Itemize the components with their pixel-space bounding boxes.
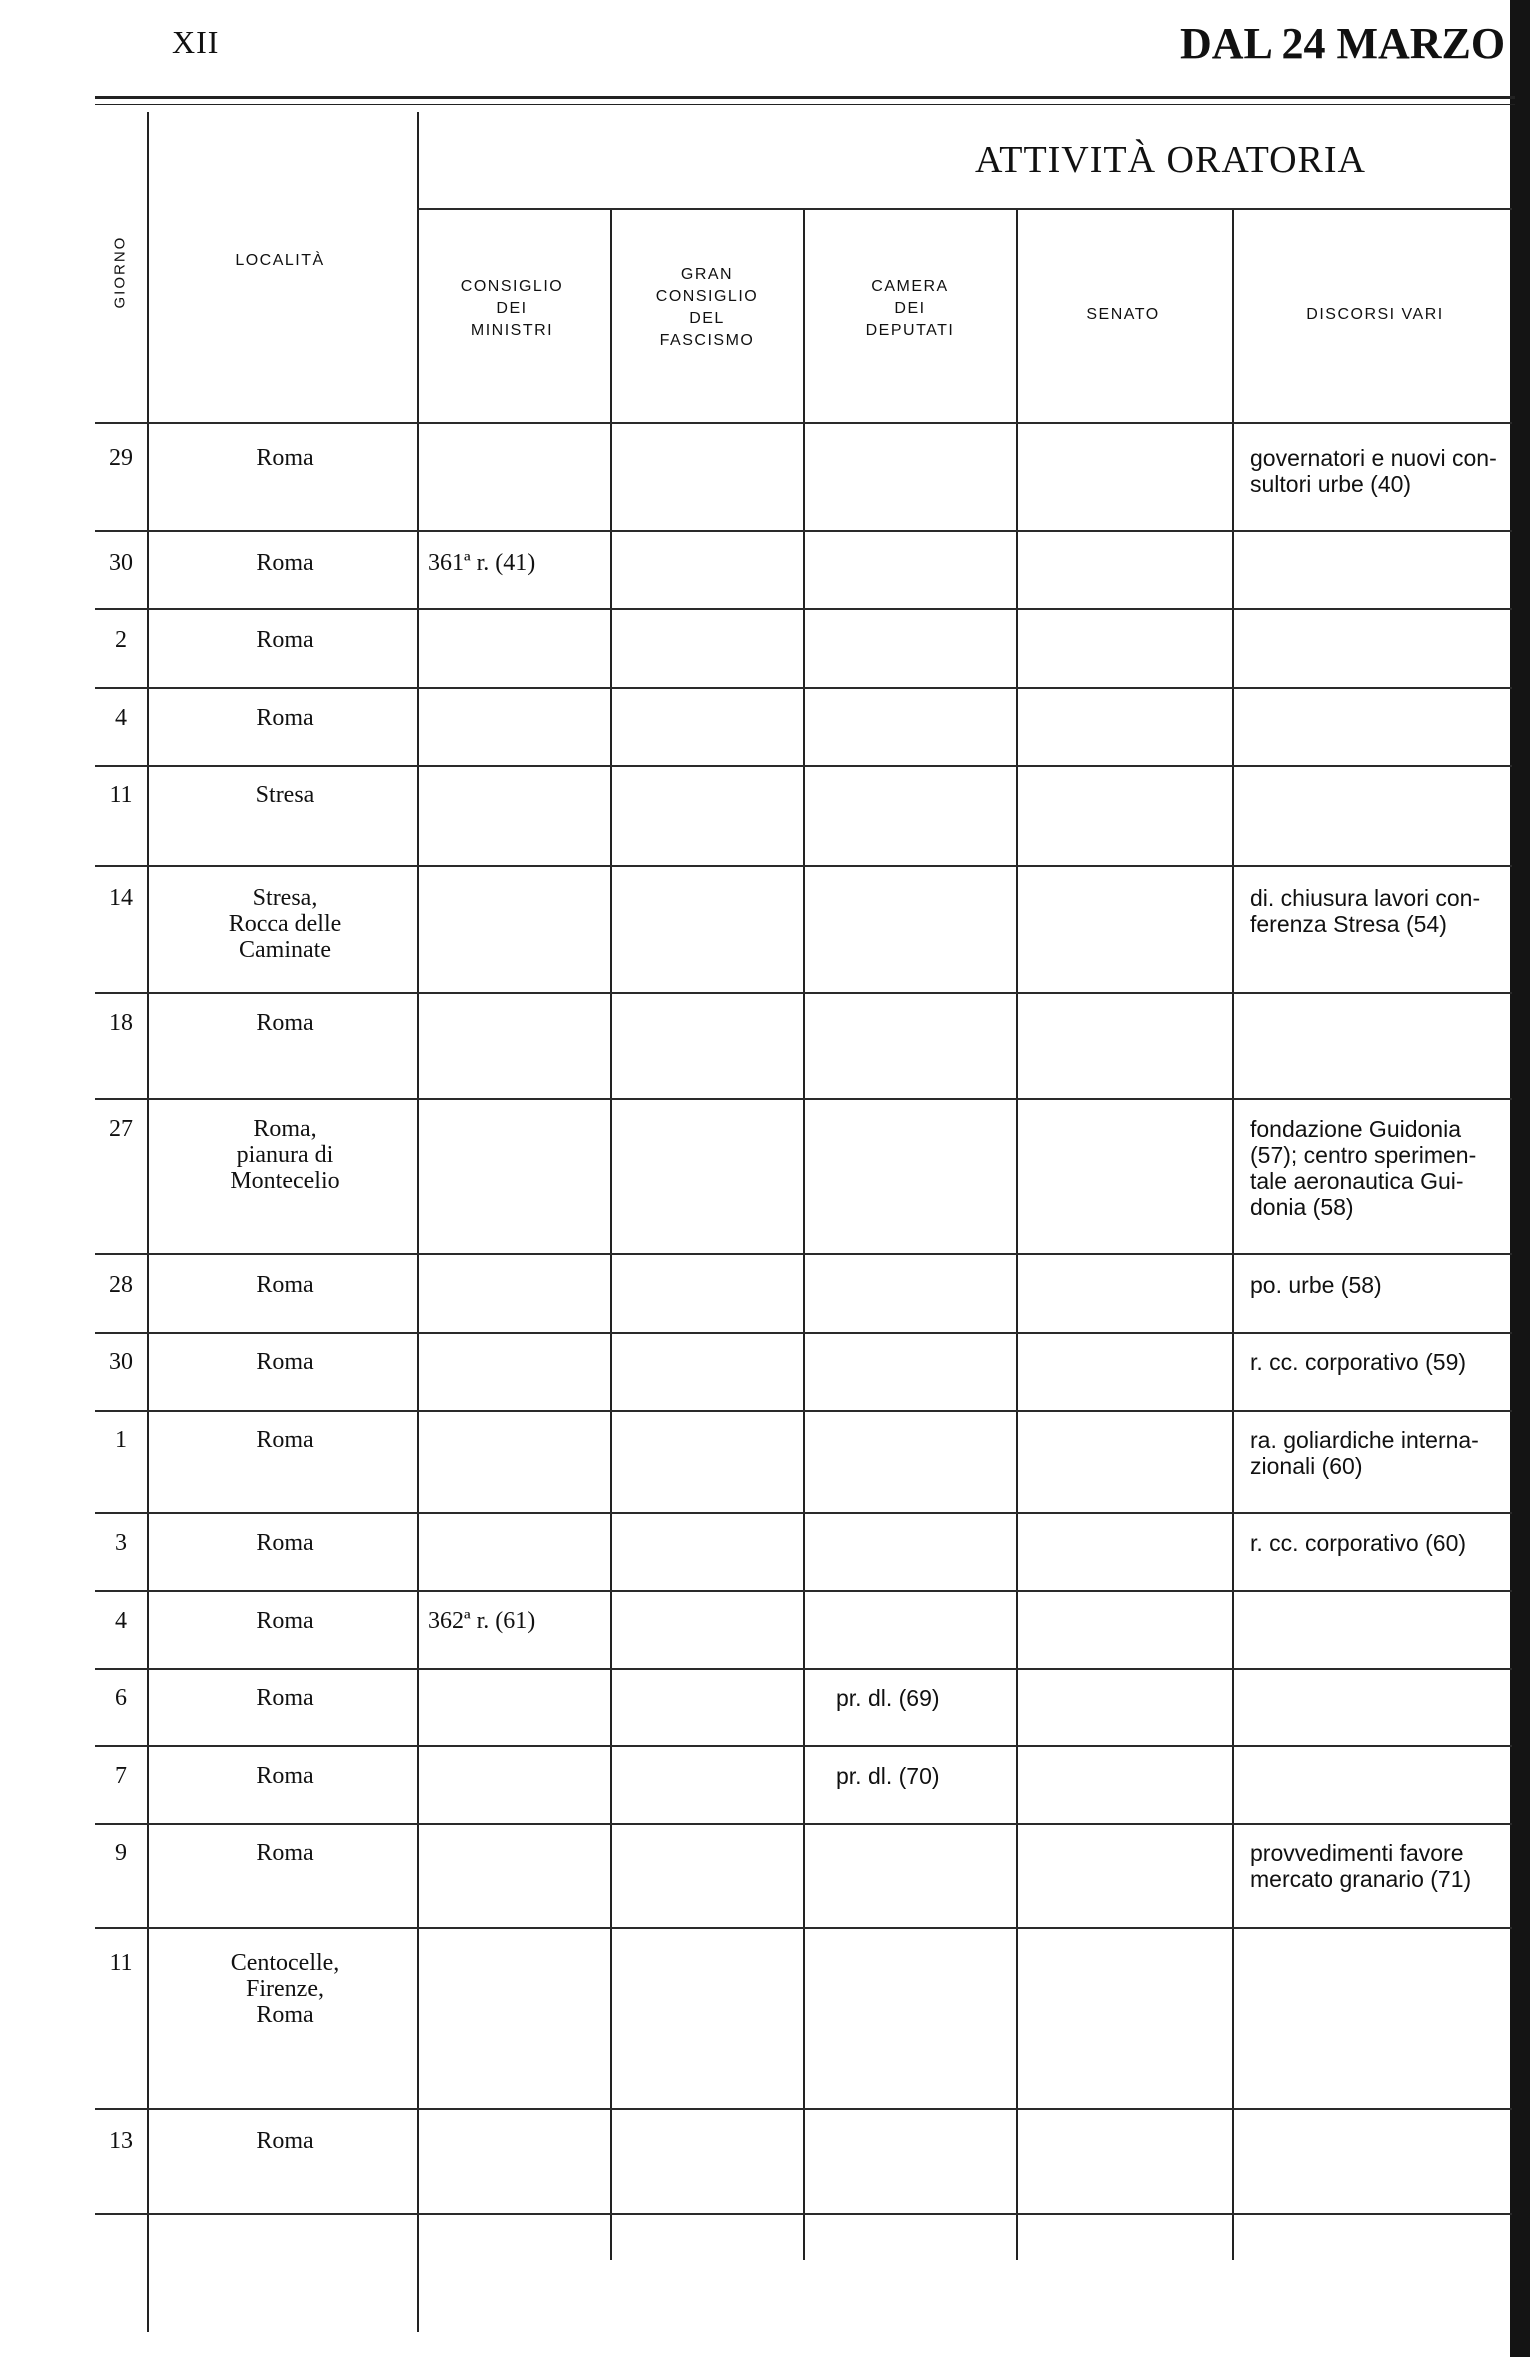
localita-line: Rocca delle [228,911,342,937]
row-rule [95,2108,1512,2110]
header-line: DEI [894,300,926,317]
discorsi-line: po. urbe (58) [1250,1272,1382,1298]
discorsi-vari-entry [1250,1116,1512,1220]
localita-cell [155,445,415,471]
camera-deputati-entry: pr. dl. (69) [836,1685,940,1711]
column-rule [1232,210,1234,2260]
row-rule [95,992,1512,994]
row-rule [95,687,1512,689]
header-attivita-oratoria: ATTIVITÀ ORATORIA [975,139,1366,181]
row-rule [95,1823,1512,1825]
running-head: DAL 24 MARZO [1180,19,1506,68]
day-number: 4 [115,1608,127,1634]
localita-cell [155,1010,415,1036]
column-rule [610,210,612,2260]
day-number: 27 [109,1116,133,1142]
day-number: 3 [115,1530,127,1556]
localita-line: Roma [256,1349,314,1375]
consiglio-ministri-entry: 362ª r. (61) [428,1608,536,1634]
discorsi-line: provvedimenti favore [1250,1840,1464,1866]
discorsi-line: governatori e nuovi con- [1250,445,1497,471]
localita-cell [155,885,415,963]
discorsi-line: r. cc. corporativo (59) [1250,1349,1467,1375]
header-line: MINISTRI [470,322,554,339]
localita-line: Roma [256,2002,314,2028]
localita-line: Stresa [255,782,315,808]
top-rule-thin [95,104,1515,105]
localita-line: Roma [256,1427,314,1453]
day-number: 29 [109,445,133,471]
row-rule [95,530,1512,532]
page-edge-bar [1510,0,1530,2357]
day-number: 7 [115,1763,127,1789]
localita-line: Firenze, [246,1976,324,2002]
localita-cell [155,1349,415,1375]
localita-line: Roma [256,627,314,653]
row-rule [95,1745,1512,1747]
day-number: 6 [115,1685,127,1711]
row-rule [95,608,1512,610]
header-line: DEPUTATI [865,322,955,339]
localita-line: Centocelle, [230,1950,340,1976]
localita-line: Stresa, [252,885,318,911]
localita-cell [155,2128,415,2154]
header-consiglio-dei-ministri [422,276,602,342]
localita-line: Roma, [253,1116,317,1142]
day-number: 13 [109,2128,133,2154]
header-senato: SENATO [1086,306,1160,323]
localita-line: Roma [256,2128,314,2154]
day-number: 9 [115,1840,127,1866]
localita-line: Roma [256,1840,314,1866]
row-rule [95,2213,1512,2215]
discorsi-line: mercato granario (71) [1250,1866,1472,1892]
page-number: XII [172,24,220,60]
row-rule [95,1098,1512,1100]
discorsi-line: donia (58) [1250,1194,1354,1220]
column-rule [1016,210,1018,2260]
top-rule [95,96,1515,99]
day-number: 14 [109,885,133,911]
localita-line: Montecelio [230,1168,340,1194]
localita-line: pianura di [236,1142,334,1168]
localita-cell [155,1685,415,1711]
column-rule [417,112,419,2332]
discorsi-line: di. chiusura lavori con- [1250,885,1481,911]
localita-cell [155,782,415,808]
localita-cell [155,1530,415,1556]
header-gran-consiglio [612,264,802,352]
discorsi-line: (57); centro sperimen- [1250,1142,1477,1168]
header-discorsi-vari: DISCORSI VARI [1306,306,1444,323]
row-rule [95,1253,1512,1255]
localita-cell [155,627,415,653]
localita-line: Roma [256,1608,314,1634]
localita-cell [155,1840,415,1866]
discorsi-line: sultori urbe (40) [1250,471,1412,497]
day-number: 4 [115,705,127,731]
day-number: 11 [109,782,133,808]
day-number: 30 [109,1349,133,1375]
discorsi-vari-entry [1250,1427,1512,1479]
row-rule [95,765,1512,767]
header-line: FASCISMO [659,332,755,349]
discorsi-line: zionali (60) [1250,1453,1363,1479]
day-number: 11 [109,1950,133,1976]
discorsi-line: r. cc. corporativo (60) [1250,1530,1467,1556]
localita-cell [155,1272,415,1298]
discorsi-line: fondazione Guidonia [1250,1116,1461,1142]
localita-cell [155,1427,415,1453]
localita-line: Roma [256,1685,314,1711]
column-rule [147,112,149,2332]
row-rule [95,1512,1512,1514]
attivita-rule [417,208,1512,210]
localita-cell [155,1116,415,1194]
localita-cell [155,1950,415,2028]
discorsi-vari-entry [1250,885,1512,937]
day-number: 28 [109,1272,133,1298]
header-localita: LOCALITÀ [235,252,325,269]
day-number: 2 [115,627,127,653]
day-number: 1 [115,1427,127,1453]
localita-cell [155,550,415,576]
camera-deputati-entry: pr. dl. (70) [836,1763,940,1789]
header-line: CAMERA [871,278,949,295]
localita-line: Roma [256,445,314,471]
row-rule [95,1410,1512,1412]
discorsi-vari-entry [1250,1272,1512,1298]
localita-line: Roma [256,1763,314,1789]
discorsi-vari-entry [1250,1840,1512,1892]
discorsi-vari-entry [1250,445,1512,497]
localita-line: Roma [256,1010,314,1036]
header-line: CONSIGLIO [460,278,564,295]
row-rule [95,865,1512,867]
row-rule [95,1332,1512,1334]
localita-line: Roma [256,550,314,576]
header-line: CONSIGLIO [655,288,759,305]
header-line: DEL [689,310,725,327]
localita-line: Caminate [239,937,331,963]
discorsi-line: ferenza Stresa (54) [1250,911,1447,937]
discorsi-line: tale aeronautica Gui- [1250,1168,1464,1194]
localita-cell [155,705,415,731]
column-rule [803,210,805,2260]
discorsi-vari-entry [1250,1530,1512,1556]
discorsi-vari-entry [1250,1349,1512,1375]
discorsi-line: ra. goliardiche interna- [1250,1427,1479,1453]
header-line: GRAN [680,266,734,283]
row-rule [95,1590,1512,1592]
row-rule [95,1927,1512,1929]
row-rule [95,1668,1512,1670]
localita-cell [155,1763,415,1789]
header-camera-dei-deputati [805,276,1015,342]
header-bottom-rule [95,422,1512,424]
day-number: 30 [109,550,133,576]
localita-line: Roma [256,1530,314,1556]
localita-cell [155,1608,415,1634]
consiglio-ministri-entry: 361ª r. (41) [428,550,536,576]
day-number: 18 [109,1010,133,1036]
localita-line: Roma [256,1272,314,1298]
header-line: DEI [496,300,528,317]
localita-line: Roma [256,705,314,731]
header-giorno: GIORNO [111,235,129,309]
